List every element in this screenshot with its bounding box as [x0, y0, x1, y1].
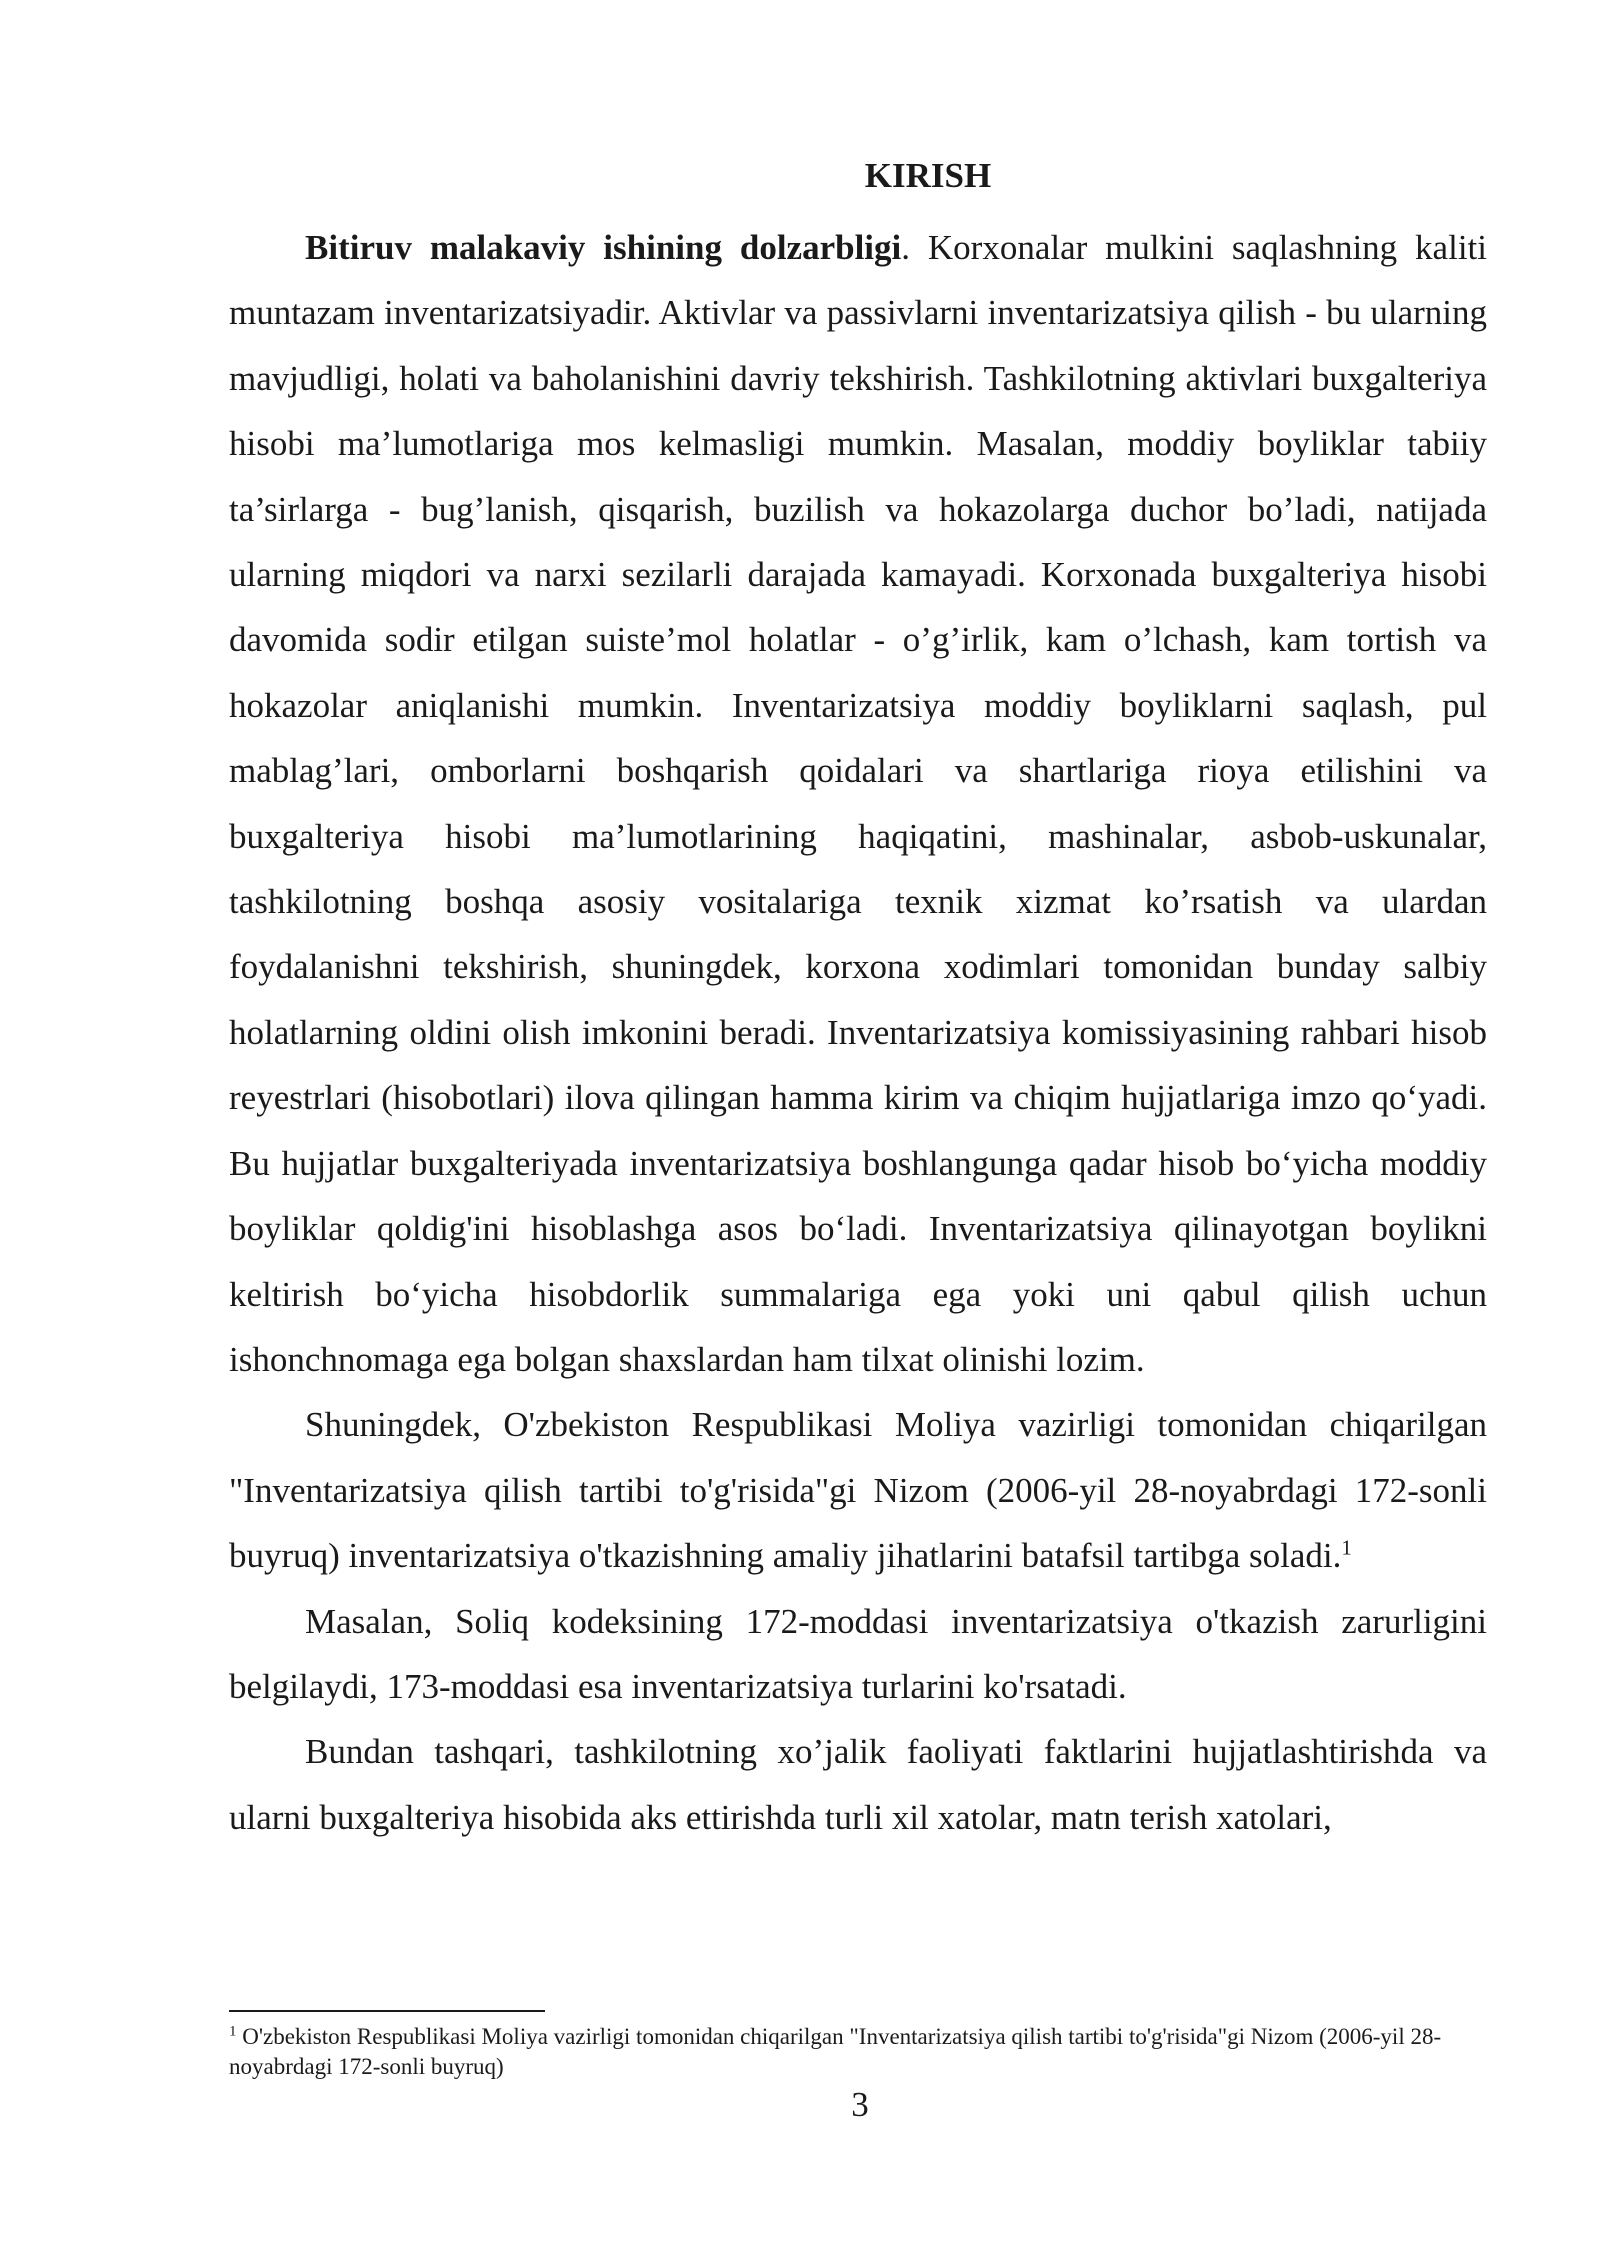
section-title: KIRISH [864, 156, 992, 195]
paragraph-text: Masalan, Soliq kodeksining 172-moddasi inventarizatsiya o'tkazish zarurligini belgilaydi, 173-moddasi esa inventarizatsiya turlarini ko'rsatadi. [229, 1601, 1487, 1706]
paragraph-text: . Korxonalar mulkini saqlashning kaliti muntazam inventarizatsiyadir. Aktivlar va passivlarni inventarizatsiya qilish - bu ularning mavjudligi, holati va baholanishini davriy tekshirish. Tashkilotning aktivlari buxgalteriya hisobi ma’lumotlariga mos kelmasligi mumkin. Masalan, moddiy boyliklar tabiiy ta’sirlarga - bug’lanish, qisqarish, buzilish va hokazolarga duchor bo’ladi, natijada ularning miqdori va narxi sezilarli darajada kamayadi. Korxonada buxgalteriya hisobi davomida sodir etilgan suiste’mol holatlar - o’g’irlik, kam o’lchash, kam tortish va hokazolar aniqlanishi mumkin. Inventarizatsiya moddiy boyliklarni saqlash, pul mablag’lari, omborlarni boshqarish qoidalari va shartlariga rioya etilishini va buxgalteriya hisobi ma’lumotlarining haqiqatini, mashinalar, asbob-uskunalar, tashkilotning boshqa asosiy vositalariga texnik xizmat ko’rsatish va ulardan foydalanishni tekshirish, shuningdek, korxona xodimlari tomonidan bunday salbiy holatlarning oldini olish imkonini beradi. Inventarizatsiya komissiyasining rahbari hisob reyestrlari (hisobotlari) ilova qilingan hamma kirim va chiqim hujjatlariga imzo qo‘yadi. Bu hujjatlar buxgalteriyada inventarizatsiya boshlangunga qadar hisob bo‘yicha moddiy boyliklar qoldig'ini hisoblashga asos bo‘ladi. Inventarizatsiya qilinayotgan boylikni keltirish bo‘yicha hisobdorlik summalariga ega yoki uni qabul qilish uchun ishonchnomaga ega bolgan shaxslardan ham tilxat olinishi lozim. [229, 228, 1487, 1379]
page-number: 3 [851, 2085, 869, 2124]
paragraph-4 [229, 1719, 1487, 1850]
footnote [229, 2022, 1487, 2082]
footnote-marker: 1 [229, 2023, 237, 2040]
footnote-text: O'zbekiston Respublikasi Moliya vazirligi tomonidan chiqarilgan "Inventarizatsiya qilish tartibi to'g'risida"gi Nizom (2006-yil 28-noyabrdagi 172-sonli buyruq) [229, 2024, 1442, 2079]
paragraph-3 [229, 1589, 1487, 1720]
paragraph-text: Bundan tashqari, tashkilotning xo’jalik faoliyati faktlarini hujjatlashtirishda va ularni buxgalteriya hisobida aks ettirishda turli xil xatolar, matn terish xatolari, [229, 1732, 1487, 1837]
paragraph-lead: Bitiruv malakaviy ishining dolzarbligi [305, 228, 902, 267]
paragraph-1 [229, 215, 1487, 1392]
footnote-reference[interactable]: 1 [1341, 1535, 1352, 1560]
footnote-separator [229, 2010, 545, 2012]
paragraph-2 [229, 1392, 1487, 1588]
paragraph-text: Shuningdek, O'zbekiston Respublikasi Moliya vazirligi tomonidan chiqarilgan "Inventarizatsiya qilish tartibi to'g'risida"gi Nizom (2006-yil 28-noyabrdagi 172-sonli buyruq) inventarizatsiya o'tkazishning amaliy jihatlarini batafsil tartibga soladi. [229, 1405, 1487, 1576]
document-body [229, 150, 1487, 1850]
